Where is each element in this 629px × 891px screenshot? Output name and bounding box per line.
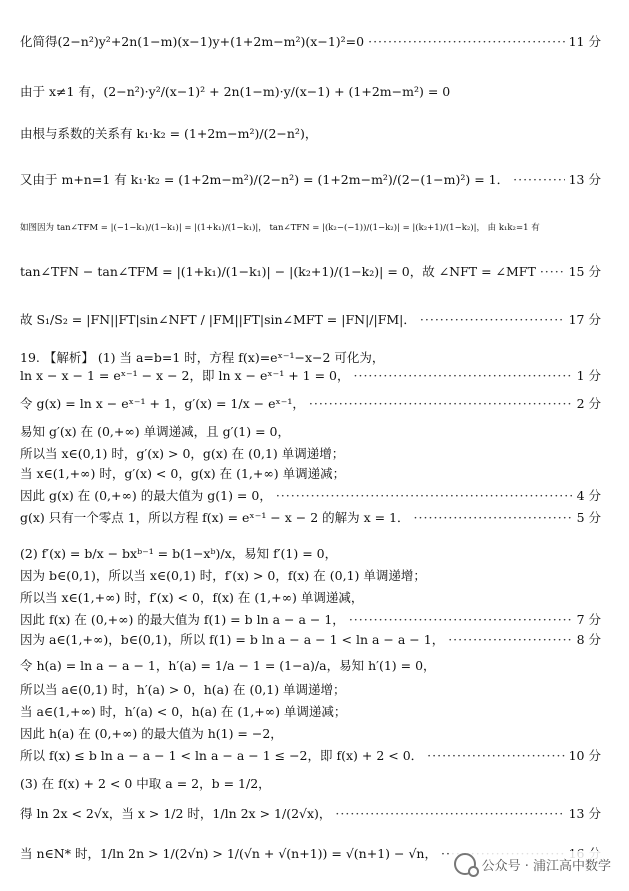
solution-line	[20, 424, 601, 440]
solution-line	[20, 590, 601, 606]
line-text: 所以当 a∈(0,1) 时，h′(a) > 0，h(a) 在 (0,1) 单调递增；	[20, 682, 346, 697]
line-text: (2) f′(x) = b/x − bxᵇ⁻¹ = b(1−xᵇ)/x，易知 f′(1) = 0，	[20, 546, 338, 561]
line-text: 所以 f(x) ≤ b ln a − a − 1 < ln a − a − 1 ≤ −2，即 f(x) + 2 < 0．	[20, 748, 424, 763]
line-text: 当 n∈N* 时，1/ln 2n > 1/(2√n) > 1/(√n + √(n+1)) = √(n+1) − √n，	[20, 846, 437, 861]
leader-dots	[540, 264, 565, 280]
score-label: 1 分	[576, 368, 601, 383]
solution-line	[20, 488, 601, 504]
leader-dots	[448, 632, 572, 648]
solution-line	[20, 172, 601, 188]
line-text: ln x − x − 1 = eˣ⁻¹ − x − 2，即 ln x − eˣ⁻¹ + 1 = 0，	[20, 368, 350, 383]
score-label: 5 分	[576, 510, 601, 525]
solution-line	[20, 220, 601, 236]
solution-line	[20, 126, 601, 142]
solution-line	[20, 368, 601, 384]
line-text: 如图因为 tan∠TFM = |(−1−k₁)/(1−k₁)| = |(1+k₁)/(1−k₁)|， tan∠TFN = |(k₂−(−1))/(1−k₂)| = |(k₂+1)/(1−k₂)|， 由 k₁k₂=1 有	[20, 223, 540, 233]
leader-dots	[513, 172, 564, 188]
line-text: 当 x∈(1,+∞) 时，g′(x) < 0，g(x) 在 (1,+∞) 单调递减；	[20, 466, 346, 481]
line-text: tan∠TFN − tan∠TFM = |(1+k₁)/(1−k₁)| − |(k₂+1)/(1−k₂)| = 0，故 ∠NFT = ∠MFT	[20, 264, 536, 279]
line-text: 故 S₁/S₂ = |FN||FT|sin∠NFT / |FM||FT|sin∠MFT = |FN|/|FM|．	[20, 312, 416, 327]
line-text: 由根与系数的关系有 k₁·k₂ = (1+2m−m²)/(2−n²)，	[20, 126, 318, 141]
solution-line	[20, 612, 601, 628]
line-text: 令 g(x) = ln x − eˣ⁻¹ + 1，g′(x) = 1/x − eˣ⁻¹，	[20, 396, 305, 411]
leader-dots	[349, 612, 573, 628]
line-text: 由于 x≠1 有，(2−n²)·y²/(x−1)² + 2n(1−m)·y/(x−1) + (1+2m−m²) = 0	[20, 84, 451, 99]
line-text: 所以当 x∈(0,1) 时，g′(x) > 0，g(x) 在 (0,1) 单调递增；	[20, 446, 345, 461]
wechat-icon	[454, 853, 476, 875]
line-text: g(x) 只有一个零点 1，所以方程 f(x) = eˣ⁻¹ − x − 2 的解为 x = 1．	[20, 510, 410, 525]
score-label: 8 分	[576, 632, 601, 647]
leader-dots	[368, 34, 565, 50]
line-text: (3) 在 f(x) + 2 < 0 中取 a = 2，b = 1/2，	[20, 776, 271, 791]
solution-line	[20, 632, 601, 648]
solution-line	[20, 682, 601, 698]
leader-dots	[427, 748, 564, 764]
solution-line	[20, 84, 601, 100]
line-text: 易知 g′(x) 在 (0,+∞) 单调递减，且 g′(1) = 0，	[20, 424, 290, 439]
score-label: 7 分	[576, 612, 601, 627]
watermark	[450, 851, 615, 877]
solution-line	[20, 466, 601, 482]
line-text: 化简得(2−n²)y²+2n(1−m)(x−1)y+(1+2m−m²)(x−1)²=0	[20, 34, 365, 49]
score-label: 10 分	[568, 748, 601, 763]
solution-line	[20, 658, 601, 674]
solution-line	[20, 34, 601, 50]
solution-line	[20, 806, 601, 822]
line-text: 所以当 x∈(1,+∞) 时，f′(x) < 0，f(x) 在 (1,+∞) 单调递减，	[20, 590, 364, 605]
leader-dots	[414, 510, 573, 526]
line-text: 19. 【解析】 (1) 当 a=b=1 时，方程 f(x)=eˣ⁻¹−x−2 可化为，	[20, 350, 385, 365]
line-text: 因为 a∈(1,+∞)，b∈(0,1)，所以 f(1) = b ln a − a − 1 < ln a − a − 1，	[20, 632, 445, 647]
leader-dots	[354, 368, 573, 384]
score-label: 15 分	[568, 264, 601, 279]
solution-line	[20, 748, 601, 764]
solution-line	[20, 312, 601, 328]
solution-line	[20, 546, 601, 562]
score-label: 13 分	[568, 172, 601, 187]
line-text: 又由于 m+n=1 有 k₁·k₂ = (1+2m−m²)/(2−n²) = (1+2m−m²)/(2−(1−m)²) = 1．	[20, 172, 510, 187]
score-label: 4 分	[576, 488, 601, 503]
line-text: 得 ln 2x < 2√x，当 x > 1/2 时，1/ln 2x > 1/(2√x)，	[20, 806, 332, 821]
solution-line	[20, 396, 601, 412]
solution-line	[20, 704, 601, 720]
solution-line	[20, 776, 601, 792]
solution-line	[20, 264, 601, 280]
score-label: 13 分	[568, 806, 601, 821]
line-text: 因此 h(a) 在 (0,+∞) 的最大值为 h(1) = −2，	[20, 726, 283, 741]
score-label: 17 分	[568, 312, 601, 327]
score-label: 2 分	[576, 396, 601, 411]
line-text: 令 h(a) = ln a − a − 1，h′(a) = 1/a − 1 = (1−a)/a，易知 h′(1) = 0，	[20, 658, 436, 673]
line-text: 因此 f(x) 在 (0,+∞) 的最大值为 f(1) = b ln a − a − 1，	[20, 612, 345, 627]
line-text: 因为 b∈(0,1)，所以当 x∈(0,1) 时，f′(x) > 0，f(x) 在 (0,1) 单调递增；	[20, 568, 426, 583]
solution-line	[20, 568, 601, 584]
line-text: 因此 g(x) 在 (0,+∞) 的最大值为 g(1) = 0，	[20, 488, 272, 503]
solution-line	[20, 726, 601, 742]
solution-line	[20, 446, 601, 462]
watermark-text: 公众号 · 浦江高中数学	[481, 858, 611, 874]
solution-line	[20, 350, 601, 366]
leader-dots	[335, 806, 564, 822]
solution-line	[20, 510, 601, 526]
leader-dots	[276, 488, 573, 504]
leader-dots	[309, 396, 573, 412]
score-label: 11 分	[568, 34, 601, 49]
line-text: 当 a∈(1,+∞) 时，h′(a) < 0，h(a) 在 (1,+∞) 单调递减；	[20, 704, 347, 719]
leader-dots	[420, 312, 565, 328]
